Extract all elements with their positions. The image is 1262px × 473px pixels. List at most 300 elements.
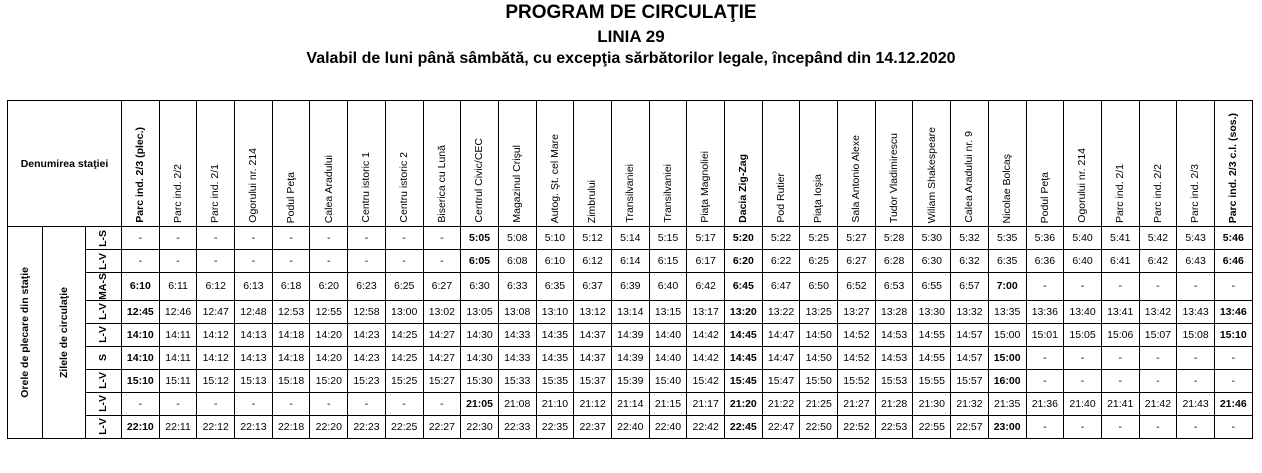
time-cell: 15:30 <box>461 369 499 392</box>
time-cell: - <box>272 392 310 415</box>
time-cell: 22:18 <box>272 415 310 438</box>
time-cell: 21:46 <box>1214 392 1252 415</box>
time-cell: 6:55 <box>913 273 951 301</box>
days-cell <box>86 273 122 301</box>
operating-days-label: Zilele de circulaţie <box>57 286 70 378</box>
time-cell: 15:10 <box>1214 323 1252 346</box>
time-cell: - <box>423 250 461 273</box>
station-header-cell <box>1064 101 1102 227</box>
time-cell: 5:32 <box>951 227 989 250</box>
station-header-cell <box>1214 101 1252 227</box>
time-cell: 12:47 <box>197 300 235 323</box>
time-cell: - <box>1101 369 1139 392</box>
time-cell: 14:53 <box>875 323 913 346</box>
time-cell: 15:50 <box>800 369 838 392</box>
time-cell: 15:20 <box>310 369 348 392</box>
time-cell: 6:10 <box>122 273 160 301</box>
time-cell: 15:42 <box>687 369 725 392</box>
station-header-cell <box>725 101 763 227</box>
time-cell: 15:55 <box>913 369 951 392</box>
time-cell: 13:32 <box>951 300 989 323</box>
trip-row <box>8 273 1253 301</box>
time-cell: 6:41 <box>1101 250 1139 273</box>
time-cell: 6:53 <box>875 273 913 301</box>
time-cell: - <box>1026 346 1064 369</box>
time-cell: 13:27 <box>838 300 876 323</box>
time-cell: 15:47 <box>762 369 800 392</box>
time-cell: 6:12 <box>197 273 235 301</box>
time-cell: - <box>348 392 386 415</box>
time-cell: 13:15 <box>649 300 687 323</box>
time-cell: 13:41 <box>1101 300 1139 323</box>
time-cell: 15:00 <box>988 323 1026 346</box>
time-cell: - <box>159 250 197 273</box>
time-cell: 13:46 <box>1214 300 1252 323</box>
time-cell: - <box>1177 273 1215 301</box>
time-cell: 14:12 <box>197 346 235 369</box>
time-cell: 13:12 <box>574 300 612 323</box>
time-cell: 6:18 <box>272 273 310 301</box>
operating-days: L-V <box>97 326 110 344</box>
time-cell: - <box>159 392 197 415</box>
time-cell: - <box>1026 369 1064 392</box>
station-header-cell <box>988 101 1026 227</box>
time-cell: 6:36 <box>1026 250 1064 273</box>
time-cell: 15:11 <box>159 369 197 392</box>
station-header-cell <box>385 101 423 227</box>
time-cell: - <box>1101 346 1139 369</box>
time-cell: 22:13 <box>235 415 273 438</box>
time-cell: 15:35 <box>536 369 574 392</box>
time-cell: 14:13 <box>235 346 273 369</box>
station-header-cell <box>122 101 160 227</box>
time-cell: - <box>310 250 348 273</box>
station-name: Piaţa Ioşia <box>812 173 825 223</box>
time-cell: 15:37 <box>574 369 612 392</box>
time-cell: 14:45 <box>725 323 763 346</box>
station-name: Sala Antonio Alexe <box>850 135 863 223</box>
station-name: Podul Peţa <box>1038 171 1051 223</box>
time-cell: 21:22 <box>762 392 800 415</box>
time-cell: 6:12 <box>574 250 612 273</box>
time-cell: 15:18 <box>272 369 310 392</box>
station-name: Parc ind. 2/3 <box>1189 164 1202 223</box>
time-cell: - <box>1101 273 1139 301</box>
time-cell: 14:57 <box>951 323 989 346</box>
time-cell: 7:00 <box>988 273 1026 301</box>
time-cell: 21:32 <box>951 392 989 415</box>
days-cell <box>86 392 122 415</box>
time-cell: - <box>310 227 348 250</box>
station-header-cell <box>649 101 687 227</box>
station-header-cell <box>687 101 725 227</box>
time-cell: 14:23 <box>348 346 386 369</box>
time-cell: 22:27 <box>423 415 461 438</box>
time-cell: 22:57 <box>951 415 989 438</box>
time-cell: 14:57 <box>951 346 989 369</box>
time-cell: 6:42 <box>687 273 725 301</box>
station-header-cell <box>762 101 800 227</box>
station-header-cell <box>348 101 386 227</box>
time-cell: 14:37 <box>574 346 612 369</box>
station-name: Parc ind. 2/2 <box>171 164 184 223</box>
time-cell: 21:14 <box>611 392 649 415</box>
time-cell: 6:28 <box>875 250 913 273</box>
schedule-table <box>7 100 1253 439</box>
time-cell: 21:20 <box>725 392 763 415</box>
time-cell: 6:15 <box>649 250 687 273</box>
time-cell: 22:52 <box>838 415 876 438</box>
time-cell: 22:40 <box>649 415 687 438</box>
time-cell: 14:50 <box>800 323 838 346</box>
time-cell: - <box>1139 369 1177 392</box>
time-cell: 22:12 <box>197 415 235 438</box>
validity-note: Valabil de luni până sâmbătă, cu excepţia sărbătorilor legale, începând din 14.12.2020 <box>306 50 956 67</box>
time-cell: 15:08 <box>1177 323 1215 346</box>
station-header-cell <box>235 101 273 227</box>
time-cell: 6:22 <box>762 250 800 273</box>
trip-row <box>8 300 1253 323</box>
days-label-cell <box>43 227 86 439</box>
time-cell: 21:28 <box>875 392 913 415</box>
operating-days: L-V <box>97 372 110 390</box>
time-cell: 14:10 <box>122 323 160 346</box>
time-cell: - <box>348 227 386 250</box>
time-cell: 13:42 <box>1139 300 1177 323</box>
time-cell: 15:45 <box>725 369 763 392</box>
time-cell: 14:18 <box>272 323 310 346</box>
time-cell: 15:13 <box>235 369 273 392</box>
station-header-cell <box>536 101 574 227</box>
time-cell: 14:40 <box>649 323 687 346</box>
station-name: Biserica cu Lună <box>435 145 448 223</box>
time-cell: 22:37 <box>574 415 612 438</box>
time-cell: 14:30 <box>461 346 499 369</box>
time-cell: 14:30 <box>461 323 499 346</box>
time-cell: - <box>235 392 273 415</box>
time-cell: - <box>197 227 235 250</box>
time-cell: 14:42 <box>687 323 725 346</box>
time-cell: 22:35 <box>536 415 574 438</box>
station-name: Centru istoric 2 <box>397 152 410 223</box>
operating-days: L-V <box>97 395 110 413</box>
time-cell: 22:50 <box>800 415 838 438</box>
station-name: Pod Rutier <box>774 173 787 223</box>
time-cell: 5:41 <box>1101 227 1139 250</box>
time-cell: 14:20 <box>310 323 348 346</box>
station-header-cell <box>574 101 612 227</box>
time-cell: 14:33 <box>498 346 536 369</box>
station-header-cell <box>498 101 536 227</box>
time-cell: 6:52 <box>838 273 876 301</box>
time-cell: 14:13 <box>235 323 273 346</box>
time-cell: 21:05 <box>461 392 499 415</box>
time-cell: 15:05 <box>1064 323 1102 346</box>
time-cell: 5:40 <box>1064 227 1102 250</box>
time-cell: 6:42 <box>1139 250 1177 273</box>
station-header-cell <box>875 101 913 227</box>
station-header-cell <box>1177 101 1215 227</box>
time-cell: 22:55 <box>913 415 951 438</box>
days-cell <box>86 250 122 273</box>
time-cell: 5:22 <box>762 227 800 250</box>
time-cell: 15:33 <box>498 369 536 392</box>
time-cell: 14:33 <box>498 323 536 346</box>
time-cell: 12:53 <box>272 300 310 323</box>
time-cell: 15:27 <box>423 369 461 392</box>
time-cell: 15:10 <box>122 369 160 392</box>
station-header-cell <box>310 101 348 227</box>
time-cell: 15:01 <box>1026 323 1064 346</box>
time-cell: 6:13 <box>235 273 273 301</box>
time-cell: 13:35 <box>988 300 1026 323</box>
time-cell: 14:25 <box>385 346 423 369</box>
time-cell: - <box>1064 369 1102 392</box>
time-cell: 5:20 <box>725 227 763 250</box>
operating-days: L-V <box>97 303 110 321</box>
time-cell: 12:45 <box>122 300 160 323</box>
time-cell: 15:23 <box>348 369 386 392</box>
time-cell: 6:33 <box>498 273 536 301</box>
time-cell: 5:28 <box>875 227 913 250</box>
station-name: Parc ind. 2/1 <box>1113 164 1126 223</box>
time-cell: 21:36 <box>1026 392 1064 415</box>
station-header-cell <box>1026 101 1064 227</box>
time-cell: 5:12 <box>574 227 612 250</box>
station-header-cell <box>159 101 197 227</box>
time-cell: 6:14 <box>611 250 649 273</box>
station-name: Parc ind. 2/1 <box>209 164 222 223</box>
station-name: Wiliam Shakespeare <box>925 126 938 223</box>
station-header-cell <box>611 101 649 227</box>
operating-days: MA-S <box>97 273 110 300</box>
time-cell: 13:05 <box>461 300 499 323</box>
time-cell: 6:37 <box>574 273 612 301</box>
time-cell: 6:05 <box>461 250 499 273</box>
days-cell <box>86 415 122 438</box>
time-cell: 6:10 <box>536 250 574 273</box>
time-cell: 14:27 <box>423 323 461 346</box>
time-cell: 6:45 <box>725 273 763 301</box>
time-cell: 22:30 <box>461 415 499 438</box>
station-name: Transilvaniei <box>661 164 674 223</box>
time-cell: 14:53 <box>875 346 913 369</box>
time-cell: 13:08 <box>498 300 536 323</box>
time-cell: 22:33 <box>498 415 536 438</box>
station-name: Transilvaniei <box>624 164 637 223</box>
time-cell: 5:15 <box>649 227 687 250</box>
time-cell: 13:40 <box>1064 300 1102 323</box>
time-cell: 14:18 <box>272 346 310 369</box>
time-cell: 15:06 <box>1101 323 1139 346</box>
time-cell: 6:50 <box>800 273 838 301</box>
station-name: Parc ind. 2/3 c.l. (sos.) <box>1227 112 1240 223</box>
time-cell: 13:43 <box>1177 300 1215 323</box>
time-cell: - <box>235 227 273 250</box>
time-cell: 15:39 <box>611 369 649 392</box>
time-cell: 22:20 <box>310 415 348 438</box>
time-cell: 13:36 <box>1026 300 1064 323</box>
time-cell: - <box>423 227 461 250</box>
days-cell <box>86 300 122 323</box>
time-cell: - <box>122 392 160 415</box>
time-cell: 13:02 <box>423 300 461 323</box>
time-cell: 6:40 <box>1064 250 1102 273</box>
time-cell: - <box>385 227 423 250</box>
time-cell: 5:25 <box>800 227 838 250</box>
time-cell: 15:40 <box>649 369 687 392</box>
time-cell: 6:40 <box>649 273 687 301</box>
station-name: Centrul Civic/CEC <box>473 138 486 223</box>
time-cell: - <box>1139 346 1177 369</box>
time-cell: 12:46 <box>159 300 197 323</box>
time-cell: 22:53 <box>875 415 913 438</box>
time-cell: 21:08 <box>498 392 536 415</box>
time-cell: 14:47 <box>762 346 800 369</box>
station-name: Calea Aradului nr. 9 <box>963 131 976 223</box>
time-cell: - <box>385 250 423 273</box>
time-cell: 13:28 <box>875 300 913 323</box>
trip-row <box>8 415 1253 438</box>
time-cell: 6:43 <box>1177 250 1215 273</box>
time-cell: 21:15 <box>649 392 687 415</box>
time-cell: 21:30 <box>913 392 951 415</box>
time-cell: 13:00 <box>385 300 423 323</box>
time-cell: 21:40 <box>1064 392 1102 415</box>
time-cell: - <box>122 250 160 273</box>
time-cell: - <box>1139 273 1177 301</box>
time-cell: 13:10 <box>536 300 574 323</box>
time-cell: - <box>1177 369 1215 392</box>
station-name: Parc ind. 2/3 (plec.) <box>134 127 147 223</box>
line-number: LINIA 29 <box>597 27 665 46</box>
time-cell: 12:55 <box>310 300 348 323</box>
station-name: Dacia Zig-Zag <box>737 154 750 223</box>
time-cell: 23:00 <box>988 415 1026 438</box>
time-cell: 15:52 <box>838 369 876 392</box>
time-cell: 22:10 <box>122 415 160 438</box>
time-cell: 6:17 <box>687 250 725 273</box>
time-cell: 14:20 <box>310 346 348 369</box>
time-cell: - <box>1177 346 1215 369</box>
time-cell: 6:25 <box>385 273 423 301</box>
time-cell: 6:32 <box>951 250 989 273</box>
time-cell: 15:57 <box>951 369 989 392</box>
page-title: PROGRAM DE CIRCULAŢIE <box>505 2 757 23</box>
station-name: Autog. Şt. cel Mare <box>548 133 561 223</box>
time-cell: - <box>197 250 235 273</box>
time-cell: 13:14 <box>611 300 649 323</box>
time-cell: 21:27 <box>838 392 876 415</box>
time-cell: 5:35 <box>988 227 1026 250</box>
time-cell: 15:53 <box>875 369 913 392</box>
time-cell: 6:23 <box>348 273 386 301</box>
time-cell: 6:35 <box>536 273 574 301</box>
time-cell: - <box>272 250 310 273</box>
time-cell: 22:23 <box>348 415 386 438</box>
time-cell: - <box>348 250 386 273</box>
station-name: Ogorului nr. 214 <box>247 148 260 223</box>
station-header-cell <box>951 101 989 227</box>
station-header-cell <box>800 101 838 227</box>
station-name: Zimbrului <box>586 179 599 223</box>
time-cell: 5:42 <box>1139 227 1177 250</box>
time-cell: - <box>235 250 273 273</box>
station-header-cell <box>1101 101 1139 227</box>
time-cell: - <box>310 392 348 415</box>
time-cell: - <box>1139 415 1177 438</box>
days-cell <box>86 346 122 369</box>
time-cell: 5:10 <box>536 227 574 250</box>
time-cell: - <box>1214 369 1252 392</box>
time-cell: 15:12 <box>197 369 235 392</box>
time-cell: 22:25 <box>385 415 423 438</box>
station-name-header: Denumirea staţiei <box>8 101 122 227</box>
station-header-cell <box>913 101 951 227</box>
time-cell: 14:55 <box>913 323 951 346</box>
time-cell: - <box>1026 273 1064 301</box>
station-header-cell <box>1139 101 1177 227</box>
time-cell: - <box>1214 415 1252 438</box>
time-cell: 22:47 <box>762 415 800 438</box>
time-cell: 22:11 <box>159 415 197 438</box>
departure-times-label: Orele de plecare din staţie <box>18 267 31 398</box>
time-cell: 14:11 <box>159 346 197 369</box>
time-cell: 6:57 <box>951 273 989 301</box>
time-cell: 5:43 <box>1177 227 1215 250</box>
station-header-cell <box>423 101 461 227</box>
trip-row <box>8 369 1253 392</box>
trip-row <box>8 250 1253 273</box>
time-cell: - <box>1177 415 1215 438</box>
time-cell: 13:25 <box>800 300 838 323</box>
time-cell: - <box>1026 415 1064 438</box>
operating-days: L-S <box>97 229 110 247</box>
operating-days: L-V <box>97 418 110 436</box>
operating-days: L-V <box>97 252 110 270</box>
time-cell: 5:14 <box>611 227 649 250</box>
time-cell: 14:23 <box>348 323 386 346</box>
time-cell: - <box>385 392 423 415</box>
time-cell: 6:25 <box>800 250 838 273</box>
station-header-cell <box>272 101 310 227</box>
time-cell: 14:12 <box>197 323 235 346</box>
time-cell: 21:43 <box>1177 392 1215 415</box>
time-cell: 5:46 <box>1214 227 1252 250</box>
time-cell: - <box>122 227 160 250</box>
time-cell: 13:30 <box>913 300 951 323</box>
time-cell: 12:48 <box>235 300 273 323</box>
time-cell: 14:52 <box>838 323 876 346</box>
time-cell: 14:39 <box>611 346 649 369</box>
time-cell: 16:00 <box>988 369 1026 392</box>
station-name: Magazinul Crişul <box>510 145 523 223</box>
time-cell: 21:17 <box>687 392 725 415</box>
time-cell: 15:07 <box>1139 323 1177 346</box>
time-cell: 14:50 <box>800 346 838 369</box>
operating-days: S <box>97 354 110 362</box>
time-cell: 21:41 <box>1101 392 1139 415</box>
time-cell: 6:39 <box>611 273 649 301</box>
time-cell: 6:20 <box>725 250 763 273</box>
time-cell: 15:25 <box>385 369 423 392</box>
time-cell: 12:58 <box>348 300 386 323</box>
time-cell: 13:17 <box>687 300 725 323</box>
time-cell: 6:30 <box>913 250 951 273</box>
time-cell: 14:42 <box>687 346 725 369</box>
time-cell: - <box>1214 346 1252 369</box>
time-cell: 13:20 <box>725 300 763 323</box>
